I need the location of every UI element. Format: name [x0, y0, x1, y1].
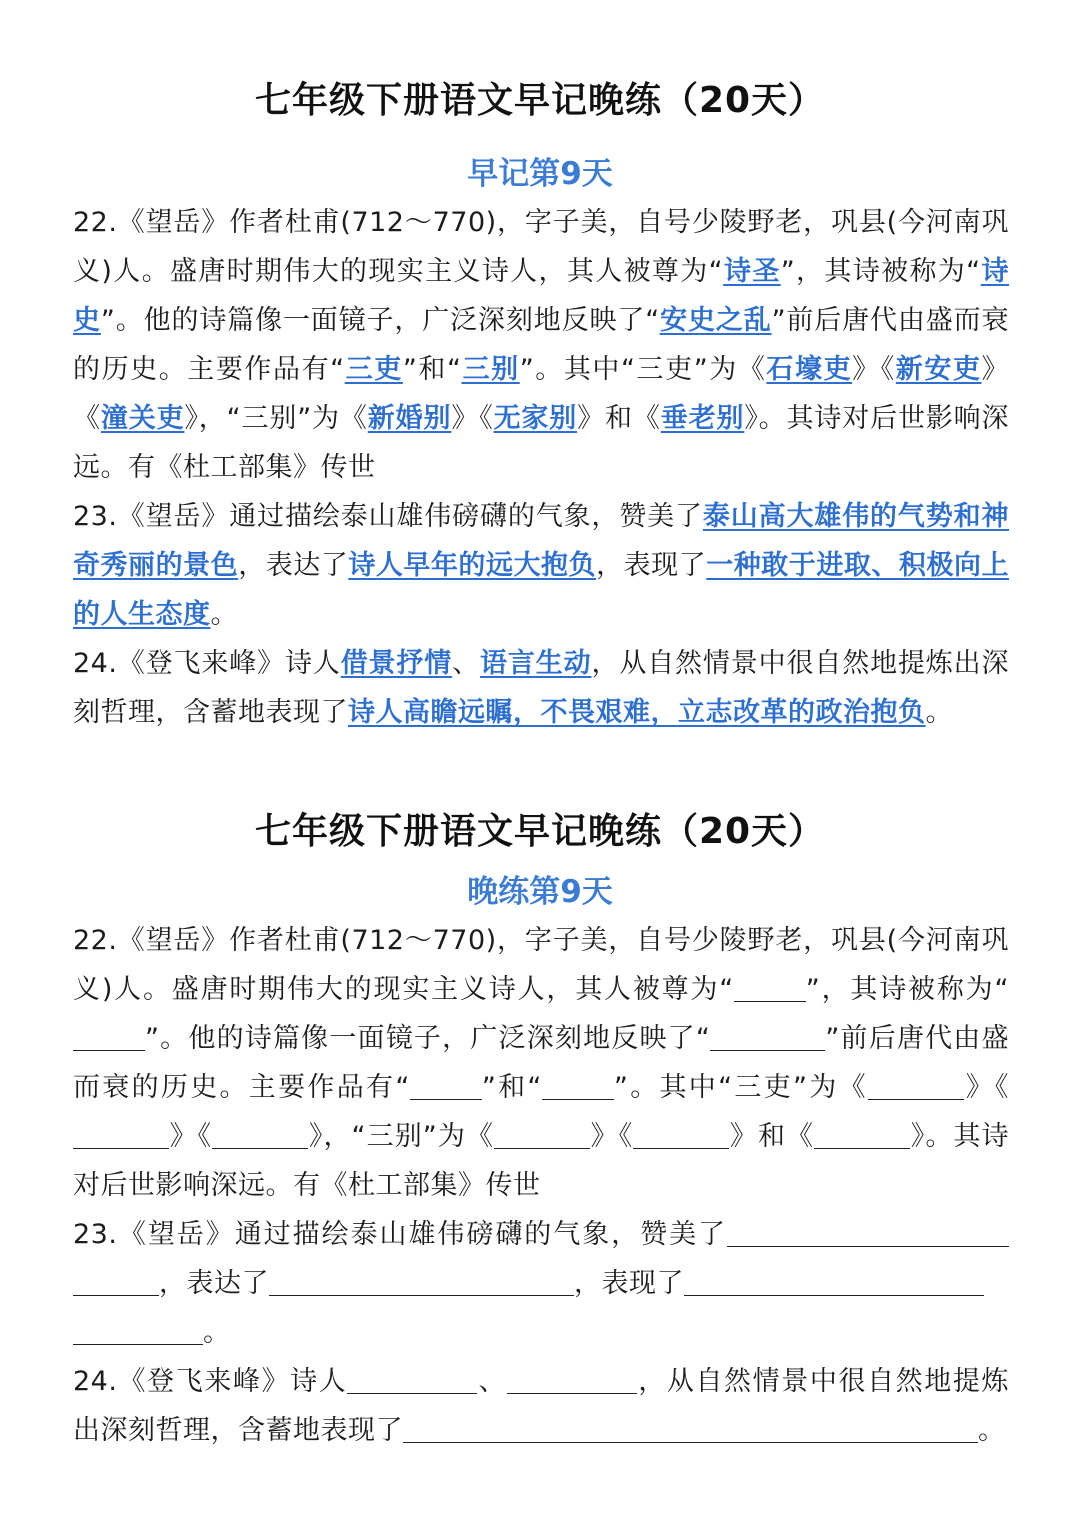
- answer: 新安吏: [895, 354, 982, 385]
- text: 。: [925, 697, 953, 728]
- fill-blank[interactable]: [73, 1314, 203, 1345]
- answer: 三别: [461, 354, 520, 385]
- text: 23.《望岳》通过描绘泰山雄伟磅礴的气象，赞美了: [73, 1219, 727, 1250]
- text: ”，其诗被称为“: [780, 256, 981, 287]
- fill-blank[interactable]: [727, 1216, 1009, 1247]
- fill-blank[interactable]: [507, 1363, 637, 1394]
- fill-blank[interactable]: [684, 1265, 984, 1296]
- fill-blank[interactable]: [868, 1069, 964, 1100]
- text: 22.《望岳》作者杜甫(712～770)，字子美，自号少陵野老，巩县(今河南巩义)人。盛唐时期伟大的现实主义诗人，其人被尊为“: [73, 207, 1009, 287]
- text: 22.《望岳》作者杜甫(712～770)，字子美，自号少陵野老，巩县(今河南巩义)人。盛唐时期伟大的现实主义诗人，其人被尊为“: [73, 925, 1009, 1005]
- answer: 泰山高大雄伟的气势和神奇秀丽的景色: [73, 501, 1009, 581]
- question-23-evening: [73, 1210, 1009, 1357]
- question-24-morning: [73, 639, 1009, 737]
- text: ，从自然情景中很自然地提炼出深刻哲理，含蓄地表现了: [73, 1366, 1010, 1446]
- section-subtitle-morning: 早记第9天: [467, 156, 613, 192]
- page-title-evening: 七年级下册语文早记晚练（20天）: [254, 811, 826, 852]
- answer: 三吏: [344, 354, 403, 385]
- text: 》，“三别”为《: [184, 403, 368, 434]
- answer: 语言生动: [480, 648, 592, 679]
- text: ”。他的诗篇像一面镜子，广泛深刻地反映了“: [100, 305, 660, 336]
- answer: 诗圣: [723, 256, 781, 287]
- answer: 诗人早年的远大抱负: [348, 550, 597, 581]
- text: 、: [452, 648, 481, 679]
- fill-blank[interactable]: [814, 1118, 910, 1149]
- text: 》《: [852, 354, 896, 385]
- section-subtitle-evening: 晚练第9天: [467, 874, 613, 910]
- fill-blank[interactable]: [73, 1118, 169, 1149]
- answer: 安史之乱: [659, 305, 772, 336]
- answer: 诗人高瞻远瞩，不畏艰难，立志改革的政治抱负: [348, 697, 926, 728]
- text: 23.《望岳》通过描绘泰山雄伟磅礴的气象，赞美了: [73, 501, 703, 532]
- text: 24.《登飞来峰》诗人: [73, 1366, 348, 1397]
- text: ，表现了: [574, 1268, 684, 1299]
- text: ，表达了: [238, 550, 349, 581]
- text: 。: [210, 599, 238, 630]
- text: 》和《: [729, 1121, 815, 1152]
- fill-blank[interactable]: [734, 971, 806, 1002]
- text: 》《: [169, 1121, 213, 1152]
- answer: 垂老别: [660, 403, 745, 434]
- text: ”和“: [481, 1072, 542, 1103]
- text: 》，“三别”为《: [308, 1121, 495, 1152]
- text: 24.《登飞来峰》诗人: [73, 648, 341, 679]
- fill-blank[interactable]: [403, 1412, 978, 1443]
- answer: 无家别: [493, 403, 578, 434]
- text: ”和“: [402, 354, 462, 385]
- text: 》。其诗对后世影响深远。有《杜工部集》传世: [73, 1121, 1010, 1201]
- text: 》。其诗对后世影响深远。有《杜工部集》传世: [73, 403, 1010, 483]
- text: 》和《: [577, 403, 661, 434]
- text: ”，其诗被称为“: [805, 974, 1009, 1005]
- fill-blank[interactable]: [269, 1265, 574, 1296]
- text: ”。其中“三吏”为《: [519, 354, 767, 385]
- fill-blank[interactable]: [73, 1265, 159, 1296]
- answer: 诗史: [73, 256, 1010, 336]
- fill-blank[interactable]: [542, 1069, 614, 1100]
- text: ，表现了: [596, 550, 707, 581]
- answer: 石壕吏: [766, 354, 853, 385]
- text: ”前后唐代由盛而衰的历史。主要作品有“: [73, 305, 1009, 385]
- fill-blank[interactable]: [494, 1118, 590, 1149]
- text: 》《: [963, 1072, 1009, 1103]
- text: 、: [477, 1366, 508, 1397]
- fill-blank[interactable]: [73, 1020, 145, 1051]
- text: ”。其中“三吏”为《: [613, 1072, 868, 1103]
- fill-blank[interactable]: [347, 1363, 477, 1394]
- text: 。: [978, 1415, 1006, 1446]
- text: 》《: [590, 1121, 634, 1152]
- fill-blank[interactable]: [710, 1020, 825, 1051]
- question-23-morning: [73, 492, 1009, 639]
- text: ，表达了: [159, 1268, 269, 1299]
- question-22-morning: [73, 198, 1009, 492]
- page-title-morning: 七年级下册语文早记晚练（20天）: [254, 80, 826, 121]
- text: 》《: [73, 354, 1010, 434]
- answer: 一种敢于进取、积极向上的人生态度: [73, 550, 1010, 630]
- question-22-evening: [73, 916, 1009, 1210]
- answer: 新婚别: [367, 403, 452, 434]
- fill-blank[interactable]: [212, 1118, 308, 1149]
- text: 。: [203, 1317, 231, 1348]
- answer: 借景抒情: [340, 648, 453, 679]
- text: ”前后唐代由盛而衰的历史。主要作品有“: [73, 1023, 1009, 1103]
- fill-blank[interactable]: [633, 1118, 729, 1149]
- text: ，从自然情景中很自然地提炼出深刻哲理，含蓄地表现了: [73, 648, 1010, 728]
- answer: 潼关吏: [100, 403, 185, 434]
- question-24-evening: [73, 1357, 1009, 1455]
- text: 》《: [451, 403, 494, 434]
- fill-blank[interactable]: [410, 1069, 482, 1100]
- text: ”。他的诗篇像一面镜子，广泛深刻地反映了“: [145, 1023, 711, 1054]
